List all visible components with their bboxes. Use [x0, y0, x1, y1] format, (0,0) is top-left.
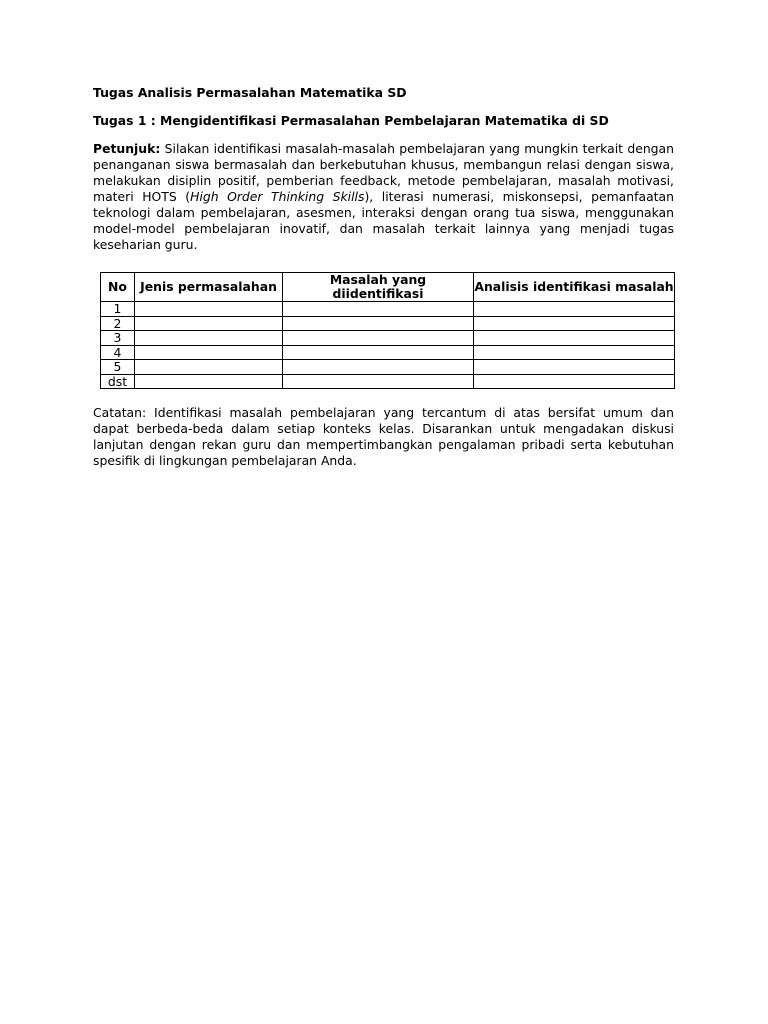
- header-jenis-permasalahan: Jenis permasalahan: [135, 273, 283, 302]
- masalah-cell[interactable]: [283, 331, 474, 346]
- header-analisis-identifikasi: Analisis identifikasi masalah: [474, 273, 675, 302]
- jenis-cell[interactable]: [135, 302, 283, 317]
- table-row: [101, 374, 675, 389]
- table-row: [101, 345, 675, 360]
- row-number-cell: 1: [101, 302, 135, 317]
- analisis-cell[interactable]: [474, 345, 675, 360]
- table-row: [101, 302, 675, 317]
- masalah-cell[interactable]: [283, 302, 474, 317]
- problem-table: [100, 272, 675, 389]
- table-header-row: [101, 273, 675, 302]
- header-masalah-diidentifikasi: Masalah yang diidentifikasi: [283, 273, 474, 302]
- document-page: [93, 85, 674, 469]
- analisis-cell[interactable]: [474, 360, 675, 375]
- document-title: Tugas Analisis Permasalahan Matematika SD: [93, 85, 407, 100]
- table-row: [101, 316, 675, 331]
- jenis-cell[interactable]: [135, 360, 283, 375]
- instructions-text-after: ), literasi numerasi, miskonsepsi, pemanfaatan teknologi dalam pembelajaran, asesmen, interaksi dengan orang tua siswa, menggunakan model-model pembelajaran inovatif, dan masalah terkait lainnya yang menjadi tugas keseharian guru.: [93, 189, 674, 252]
- row-number-cell: 2: [101, 316, 135, 331]
- instructions-italic-term: High Order Thinking Skills: [190, 189, 365, 204]
- problem-table-wrapper: [100, 272, 675, 389]
- table-row: [101, 331, 675, 346]
- jenis-cell[interactable]: [135, 345, 283, 360]
- row-number-cell: dst: [101, 374, 135, 389]
- row-number-cell: 5: [101, 360, 135, 375]
- task-title: Tugas 1 : Mengidentifikasi Permasalahan Pembelajaran Matematika di SD: [93, 113, 609, 128]
- analisis-cell[interactable]: [474, 331, 675, 346]
- jenis-cell[interactable]: [135, 331, 283, 346]
- analisis-cell[interactable]: [474, 374, 675, 389]
- row-number-cell: 4: [101, 345, 135, 360]
- masalah-cell[interactable]: [283, 345, 474, 360]
- note-paragraph: Catatan: Identifikasi masalah pembelajaran yang tercantum di atas bersifat umum dan dapat berbeda-beda dalam setiap konteks kelas. Disarankan untuk mengadakan diskusi lanjutan dengan rekan guru dan mempertimbangkan pengalaman pribadi serta kebutuhan spesifik di lingkungan pembelajaran Anda.: [93, 405, 674, 468]
- masalah-cell[interactable]: [283, 374, 474, 389]
- jenis-cell[interactable]: [135, 316, 283, 331]
- masalah-cell[interactable]: [283, 316, 474, 331]
- row-number-cell: 3: [101, 331, 135, 346]
- header-no: No: [101, 273, 135, 302]
- table-row: [101, 360, 675, 375]
- jenis-cell[interactable]: [135, 374, 283, 389]
- masalah-cell[interactable]: [283, 360, 474, 375]
- analisis-cell[interactable]: [474, 316, 675, 331]
- instructions-paragraph: [93, 141, 674, 253]
- analisis-cell[interactable]: [474, 302, 675, 317]
- instructions-text-before: Silakan identifikasi masalah-masalah pembelajaran yang mungkin terkait dengan penanganan siswa bermasalah dan berkebutuhan khusus, membangun relasi dengan siswa, melakukan disiplin positif, pemberian feedback, metode pembelajaran, masalah motivasi, materi HOTS (: [93, 141, 674, 204]
- instructions-label: Petunjuk:: [93, 141, 161, 156]
